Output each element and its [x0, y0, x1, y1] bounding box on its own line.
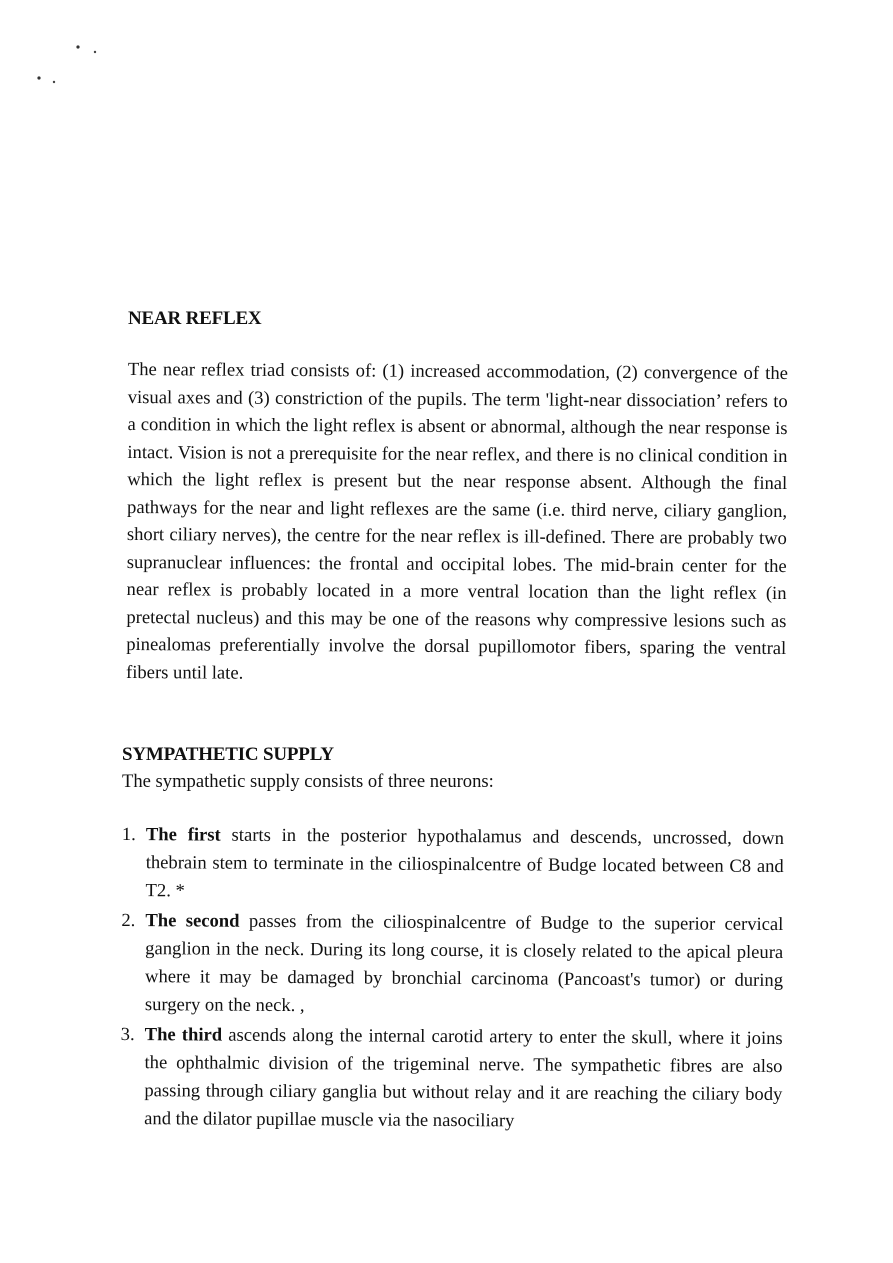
sympathetic-supply-section — [122, 744, 784, 1135]
list-item-lead: The first — [145, 824, 221, 846]
list-item-text: ascends along the internal carotid artery to enter the skull, where it joins the ophthalmic division of the trigeminal nerve. The sympathetic fibres are also passing through ciliary ganglia but without relay and it are reaching the ciliary body and the dilator pupillae muscle via the nasociliary — [144, 1024, 783, 1132]
scan-speck — [37, 76, 40, 79]
near-reflex-section — [128, 308, 788, 686]
list-item-lead: The second — [145, 910, 240, 932]
scan-speck — [53, 81, 55, 83]
list-number: 3. — [120, 1023, 135, 1046]
scan-speck — [76, 45, 79, 48]
scan-speck — [94, 51, 96, 53]
list-number: 2. — [121, 909, 136, 932]
list-item-text: passes from the ciliospinalcentre of Budge to the superior cervical ganglion in the neck. During its long course, it is closely related to the apical pleura where it may be damaged by bronchial carcinoma (Pancoast's tumor) or during surgery on the neck. , — [144, 910, 784, 1017]
sympathetic-supply-intro: The sympathetic supply consists of three neurons: — [122, 771, 494, 792]
scan-specks — [0, 0, 120, 100]
list-item-lead: The third — [144, 1024, 223, 1046]
list-item — [121, 907, 784, 1023]
list-item — [121, 821, 784, 909]
list-number: 1. — [121, 823, 136, 846]
neuron-list — [120, 821, 784, 1137]
list-item-text: starts in the posterior hypothalamus and descends, uncrossed, down thebrain stem to terminate in the ciliospinalcentre of Budge located between C8 and T2. * — [145, 824, 784, 902]
list-item — [120, 1021, 783, 1137]
near-reflex-heading: NEAR REFLEX — [128, 308, 262, 329]
sympathetic-supply-heading: SYMPATHETIC SUPPLY — [122, 744, 334, 765]
near-reflex-paragraph: The near reflex triad consists of: (1) increased accommodation, (2) convergence of the visual axes and (3) constriction of the pupils. The term 'light-near dissociation’ refers to a condition in which the light reflex is absent or abnormal, although the near response is intact. Vision is not a prerequisite for the near reflex, and there is no clinical condition in which the light reflex is present but the near response absent. Although the final pathways for the near and light reflexes are the same (i.e. third nerve, ciliary ganglion, short ciliary nerves), the centre for the near reflex is ill-defined. There are probably two supranuclear influences: the frontal and occipital lobes. The mid-brain center for the near reflex is probably located in a more ventral location than the light reflex (in pretectal nucleus) and this may be one of the reasons why compressive lesions such as pinealomas preferentially involve the dorsal pupillomotor fibers, sparing the ventral fibers until late. — [126, 358, 788, 684]
